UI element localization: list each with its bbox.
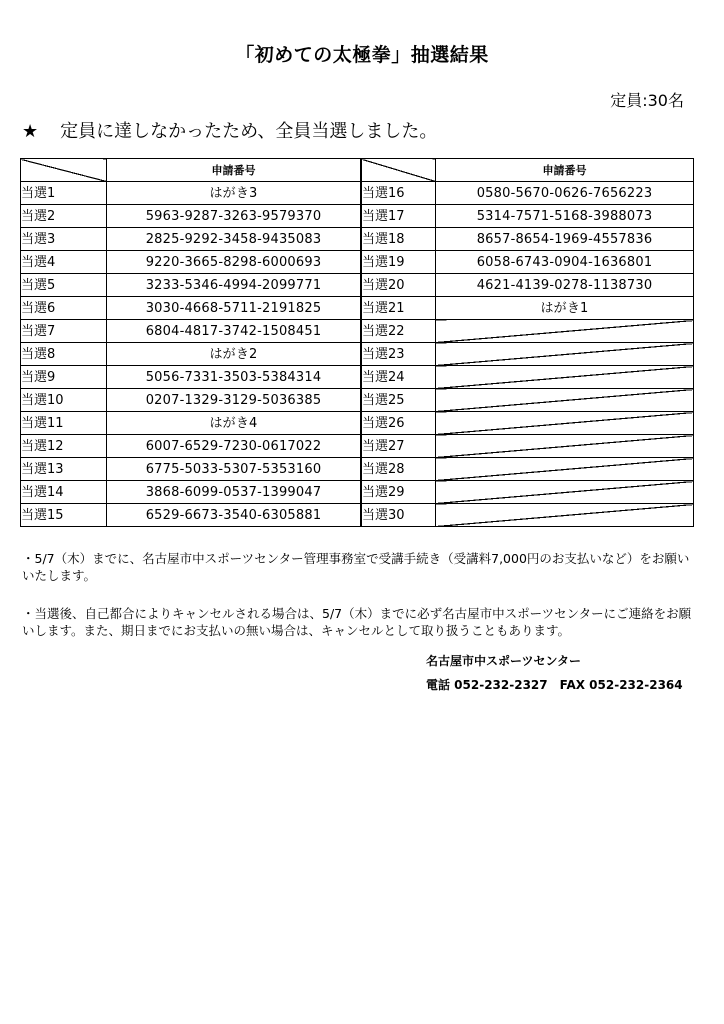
winner-rank: 当選27 xyxy=(362,435,436,458)
empty-slot xyxy=(436,412,694,435)
header-corner xyxy=(21,159,107,182)
winner-rank: 当選11 xyxy=(21,412,107,435)
application-number: 8657-8654-1969-4557836 xyxy=(436,228,694,251)
winner-rank: 当選7 xyxy=(21,320,107,343)
organization-contact: 電話 052-232-2327 FAX 052-232-2364 xyxy=(426,678,683,692)
results-table-right xyxy=(361,158,694,527)
star-icon: ★ xyxy=(22,121,39,142)
application-number: はがき4 xyxy=(107,412,361,435)
winner-rank: 当選4 xyxy=(21,251,107,274)
winner-rank: 当選16 xyxy=(362,182,436,205)
empty-slot xyxy=(436,320,694,343)
winner-rank: 当選2 xyxy=(21,205,107,228)
application-number: 0580-5670-0626-7656223 xyxy=(436,182,694,205)
winner-rank: 当選26 xyxy=(362,412,436,435)
application-number: 3233-5346-4994-2099771 xyxy=(107,274,361,297)
application-number: はがき1 xyxy=(436,297,694,320)
table-row xyxy=(362,343,694,366)
empty-slot xyxy=(436,343,694,366)
application-number: 5056-7331-3503-5384314 xyxy=(107,366,361,389)
winner-rank: 当選1 xyxy=(21,182,107,205)
application-number: はがき2 xyxy=(107,343,361,366)
winner-rank: 当選28 xyxy=(362,458,436,481)
empty-slot xyxy=(436,504,694,527)
note-procedure: ・5/7（木）までに、名古屋市中スポーツセンター管理事務室で受講手続き（受講料7,000円のお支払いなど）をお願いいたします。 xyxy=(22,551,690,583)
empty-slot xyxy=(436,366,694,389)
application-number: 3030-4668-5711-2191825 xyxy=(107,297,361,320)
table-row xyxy=(21,297,361,320)
empty-slot xyxy=(436,389,694,412)
application-number: 6007-6529-7230-0617022 xyxy=(107,435,361,458)
winner-rank: 当選14 xyxy=(21,481,107,504)
table-row xyxy=(21,251,361,274)
application-number: 5963-9287-3263-9579370 xyxy=(107,205,361,228)
table-row xyxy=(362,481,694,504)
table-row xyxy=(21,320,361,343)
table-row xyxy=(362,458,694,481)
table-row xyxy=(21,435,361,458)
winner-rank: 当選6 xyxy=(21,297,107,320)
winner-rank: 当選24 xyxy=(362,366,436,389)
application-number: 9220-3665-8298-6000693 xyxy=(107,251,361,274)
application-number: 6529-6673-3540-6305881 xyxy=(107,504,361,527)
winner-rank: 当選22 xyxy=(362,320,436,343)
empty-slot xyxy=(436,435,694,458)
winner-rank: 当選15 xyxy=(21,504,107,527)
table-row xyxy=(362,205,694,228)
application-number: 6058-6743-0904-1636801 xyxy=(436,251,694,274)
winner-rank: 当選23 xyxy=(362,343,436,366)
winner-rank: 当選9 xyxy=(21,366,107,389)
winner-rank: 当選3 xyxy=(21,228,107,251)
header-corner xyxy=(362,159,436,182)
application-number: 3868-6099-0537-1399047 xyxy=(107,481,361,504)
empty-slot xyxy=(436,481,694,504)
table-row xyxy=(21,343,361,366)
table-row xyxy=(362,251,694,274)
table-row xyxy=(21,481,361,504)
table-row xyxy=(21,182,361,205)
table-row xyxy=(21,205,361,228)
table-row xyxy=(362,389,694,412)
note-cancellation: ・当選後、自己都合によりキャンセルされる場合は、5/7（木）までに必ず名古屋市中スポーツセンターにご連絡をお願いします。また、期日までにお支払いの無い場合は、キャンセルとして取り扱うこともあります。 xyxy=(22,606,692,638)
empty-slot xyxy=(436,458,694,481)
table-row xyxy=(21,366,361,389)
application-number: 4621-4139-0278-1138730 xyxy=(436,274,694,297)
winner-rank: 当選12 xyxy=(21,435,107,458)
table-row xyxy=(362,366,694,389)
application-number: 0207-1329-3129-5036385 xyxy=(107,389,361,412)
organization-name: 名古屋市中スポーツセンター xyxy=(426,654,582,668)
winner-rank: 当選5 xyxy=(21,274,107,297)
winner-rank: 当選18 xyxy=(362,228,436,251)
winner-rank: 当選30 xyxy=(362,504,436,527)
page-title: 「初めての太極拳」抽選結果 xyxy=(235,44,489,66)
table-row xyxy=(362,182,694,205)
table-row xyxy=(21,458,361,481)
application-number: 6804-4817-3742-1508451 xyxy=(107,320,361,343)
table-row xyxy=(21,412,361,435)
table-row xyxy=(362,228,694,251)
table-row xyxy=(362,320,694,343)
winner-rank: 当選29 xyxy=(362,481,436,504)
application-number: はがき3 xyxy=(107,182,361,205)
results-table xyxy=(20,158,692,522)
table-row xyxy=(21,504,361,527)
winner-rank: 当選19 xyxy=(362,251,436,274)
results-table-left xyxy=(20,158,361,527)
application-number: 2825-9292-3458-9435083 xyxy=(107,228,361,251)
table-row xyxy=(362,297,694,320)
table-row xyxy=(21,274,361,297)
table-row xyxy=(362,412,694,435)
table-row xyxy=(362,504,694,527)
header-application-number: 申請番号 xyxy=(107,159,361,182)
winner-rank: 当選13 xyxy=(21,458,107,481)
table-row xyxy=(21,389,361,412)
winner-rank: 当選10 xyxy=(21,389,107,412)
application-number: 5314-7571-5168-3988073 xyxy=(436,205,694,228)
winner-rank: 当選21 xyxy=(362,297,436,320)
table-row xyxy=(362,274,694,297)
table-row xyxy=(21,228,361,251)
winner-rank: 当選20 xyxy=(362,274,436,297)
winner-rank: 当選8 xyxy=(21,343,107,366)
capacity-label: 定員:30名 xyxy=(610,91,684,110)
winner-rank: 当選25 xyxy=(362,389,436,412)
table-row xyxy=(362,435,694,458)
application-number: 6775-5033-5307-5353160 xyxy=(107,458,361,481)
header-application-number: 申請番号 xyxy=(436,159,694,182)
winner-rank: 当選17 xyxy=(362,205,436,228)
notice xyxy=(22,117,437,143)
notice-text: 定員に達しなかったため、全員当選しました。 xyxy=(60,121,438,142)
